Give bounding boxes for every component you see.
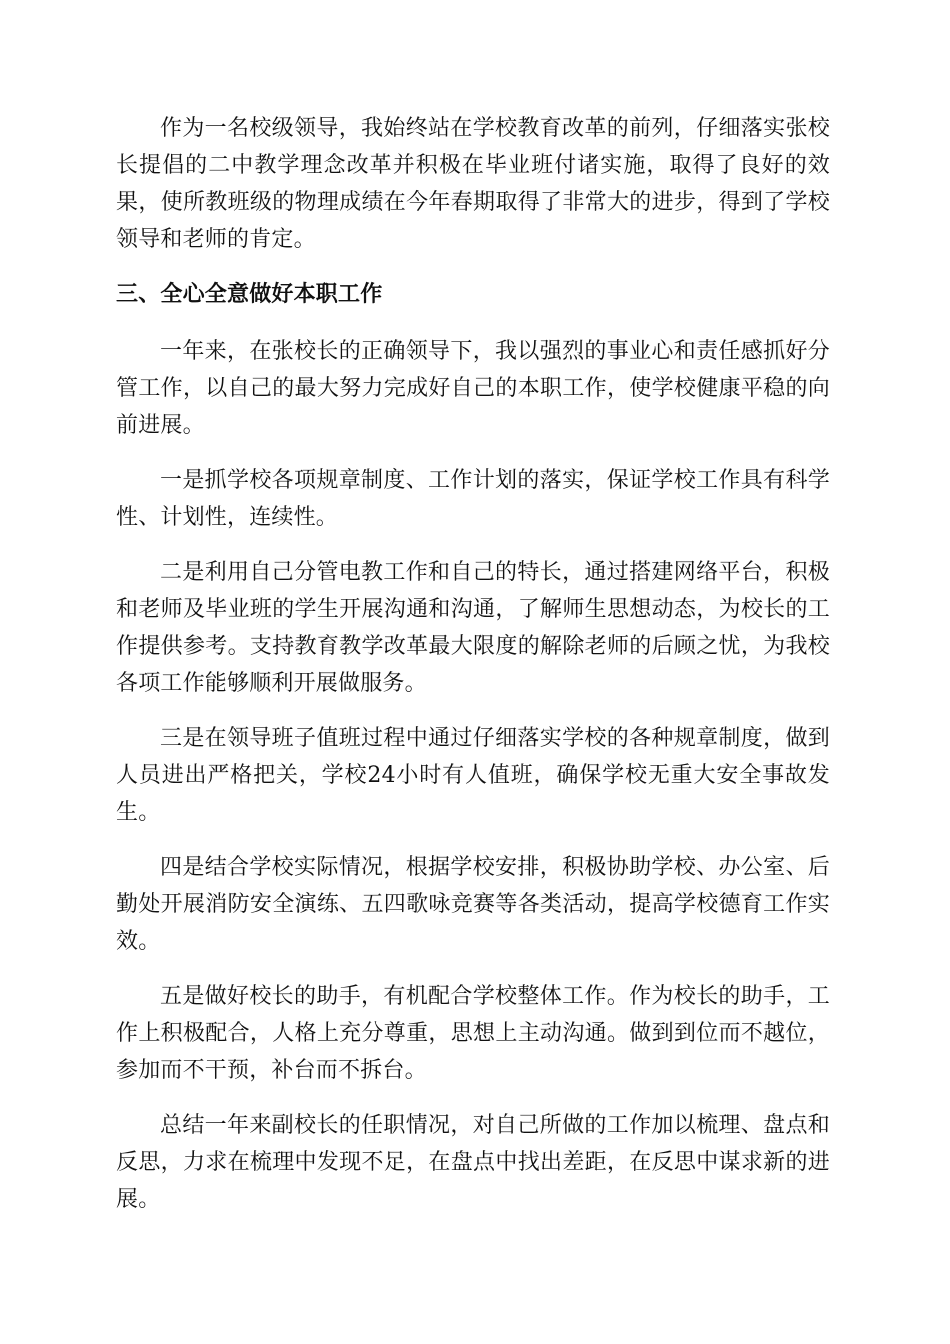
paragraph-point-4: 四是结合学校实际情况，根据学校安排，积极协助学校、办公室、后勤处开展消防安全演练、五四歌咏竞赛等各类活动，提高学校德育工作实效。 (116, 855, 830, 954)
paragraph-point-5: 五是做好校长的助手，有机配合学校整体工作。作为校长的助手，工作上积极配合，人格上充分尊重，思想上主动沟通。做到到位而不越位，参加而不干预，补台而不拆台。 (116, 984, 830, 1083)
paragraph-point-2: 二是利用自己分管电教工作和自己的特长，通过搭建网络平台，积极和老师及毕业班的学生开展沟通和沟通，了解师生思想动态，为校长的工作提供参考。支持教育教学改革最大限度的解除老师的后顾之忧，为我校各项工作能够顺利开展做服务。 (116, 560, 830, 696)
paragraph-point-1: 一是抓学校各项规章制度、工作计划的落实，保证学校工作具有科学性、计划性，连续性。 (116, 468, 830, 530)
paragraph-leadership-reform: 作为一名校级领导，我始终站在学校教育改革的前列，仔细落实张校长提倡的二中教学理念改革并积极在毕业班付诸实施，取得了良好的效果，使所教班级的物理成绩在今年春期取得了非常大的进步，得到了学校领导和老师的肯定。 (116, 116, 830, 252)
paragraph-conclusion: 总结一年来副校长的任职情况，对自己所做的工作加以梳理、盘点和反思，力求在梳理中发现不足，在盘点中找出差距，在反思中谋求新的进展。 (116, 1113, 830, 1212)
section-heading-3: 三、全心全意做好本职工作 (116, 281, 383, 307)
paragraph-year-summary: 一年来，在张校长的正确领导下，我以强烈的事业心和责任感抓好分管工作，以自己的最大努力完成好自己的本职工作，使学校健康平稳的向前进展。 (116, 339, 830, 438)
paragraph-point-3: 三是在领导班子值班过程中通过仔细落实学校的各种规章制度，做到人员进出严格把关，学校24小时有人值班，确保学校无重大安全事故发生。 (116, 726, 830, 825)
